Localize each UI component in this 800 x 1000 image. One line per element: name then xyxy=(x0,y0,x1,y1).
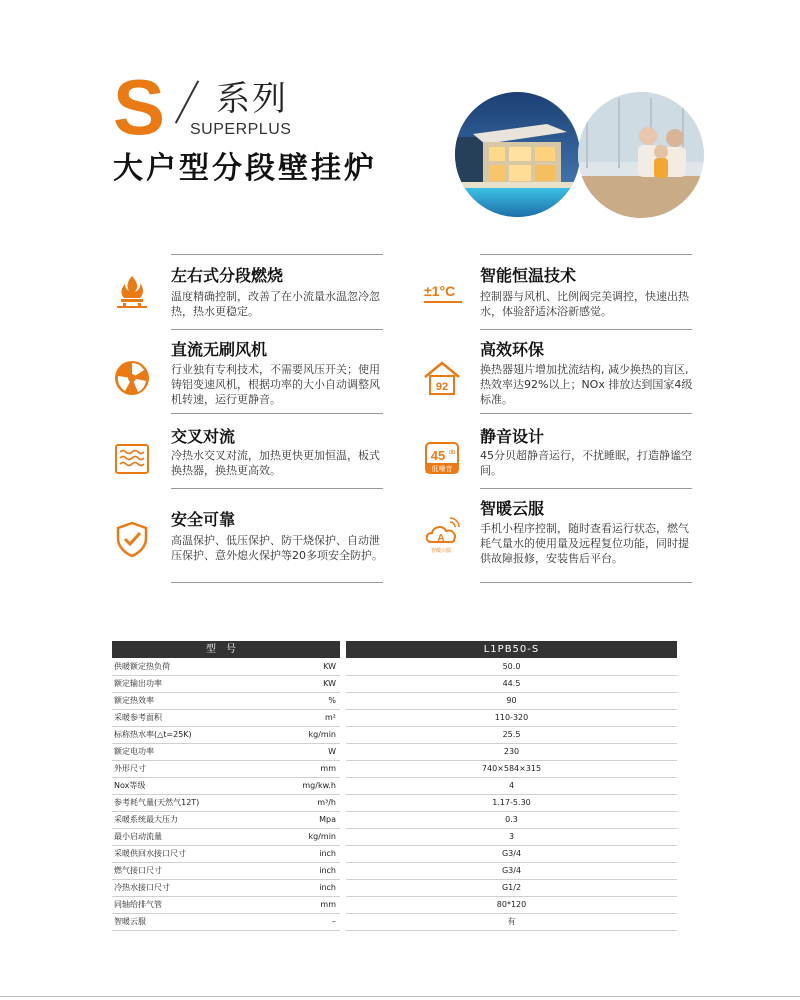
flame-burner-icon xyxy=(113,272,151,310)
eco-house-icon xyxy=(422,359,460,397)
feature-title: 交叉对流 xyxy=(171,427,236,446)
spec-value: G3/4 xyxy=(501,849,522,858)
spec-unit: % xyxy=(328,696,336,705)
table-row xyxy=(112,744,677,761)
spec-header-model: L1PB50-S xyxy=(346,641,677,658)
table-row xyxy=(112,693,677,710)
spec-unit: m² xyxy=(325,713,336,722)
spec-unit: inch xyxy=(319,866,336,875)
feature-desc: 换热器翅片增加扰流结构, 减少换热的盲区, 热效率达92%以上；NOx 排放达到国家4级标准。 xyxy=(480,363,693,406)
spec-unit: inch xyxy=(319,883,336,892)
svg-text:A: A xyxy=(437,533,445,544)
series-slash xyxy=(175,80,199,123)
feature-title: 智能恒温技术 xyxy=(480,266,577,285)
eco-badge-text: 92 xyxy=(435,381,449,393)
spec-value: 1.17-5.30 xyxy=(492,798,531,807)
table-row xyxy=(112,846,677,863)
spec-name: 智暖云服 xyxy=(114,917,146,926)
feature-desc: 温度精确控制，改善了在小流量水温忽冷忽热，热水更稳定。 xyxy=(171,290,380,318)
spec-unit: kg/min xyxy=(308,730,336,739)
spec-name: 供暖额定热负荷 xyxy=(114,662,170,671)
feature-desc: 冷热水交叉对流，加热更快更加恒温，板式换热器，换热更高效。 xyxy=(171,449,380,477)
spec-value: 3 xyxy=(508,832,515,841)
feature-desc: 行业独有专利技术，不需要风压开关；使用铸铝变速风机，根据功率的大小自动调整风机转速，运行更静音。 xyxy=(171,363,380,406)
table-row xyxy=(112,727,677,744)
spec-unit: KW xyxy=(323,662,336,671)
divider xyxy=(171,582,383,583)
spec-name: 额定电功率 xyxy=(114,747,154,756)
fan-icon xyxy=(113,359,151,397)
spec-value: 44.5 xyxy=(502,679,521,688)
spec-value: G3/4 xyxy=(501,866,522,875)
feature-desc: 控制器与风机、比例阀完美调控，快速出热水，体验舒适沐浴新感觉。 xyxy=(480,290,689,318)
table-row xyxy=(112,897,677,914)
series-letter: S xyxy=(113,63,166,151)
feature-title: 直流无刷风机 xyxy=(171,340,268,359)
spec-unit: m³/h xyxy=(317,798,336,807)
spec-name: 采暖供回水接口尺寸 xyxy=(114,849,186,858)
spec-value: G1/2 xyxy=(501,883,522,892)
table-row xyxy=(112,914,677,931)
feature-desc: 手机小程序控制，随时查看运行状态，燃气耗气量水的使用量及远程复位功能，同时提供故障报修，安装售后平台。 xyxy=(480,522,689,565)
shield-check-icon xyxy=(113,520,151,558)
table-row xyxy=(112,795,677,812)
feature-desc: 45分贝超静音运行，不扰睡眠，打造静谧空间。 xyxy=(480,449,692,477)
quiet-45db-icon xyxy=(422,439,460,477)
row-divider xyxy=(112,930,340,931)
villa-pool-photo xyxy=(455,92,580,217)
spec-unit: Mpa xyxy=(319,815,336,824)
feature-title: 安全可靠 xyxy=(171,510,236,529)
spec-unit: kg/min xyxy=(308,832,336,841)
page-bottom-rule xyxy=(0,996,800,997)
quiet-badge-number: 45 xyxy=(430,448,446,463)
spec-value: 90 xyxy=(506,696,517,705)
table-row xyxy=(112,829,677,846)
spec-value: 25.5 xyxy=(502,730,521,739)
feature-desc: 高温保护、低压保护、防干烧保护、自动泄压保护、意外熄火保护等20多项安全防护。 xyxy=(171,534,383,562)
spec-value: 80*120 xyxy=(496,900,527,909)
spec-unit: mg/kw.h xyxy=(302,781,336,790)
spec-unit: W xyxy=(328,747,336,756)
spec-unit: KW xyxy=(323,679,336,688)
page-title: 大户型分段壁挂炉 xyxy=(113,151,377,186)
spec-name: 额定热效率 xyxy=(114,696,154,705)
spec-name: 冷热水接口尺寸 xyxy=(114,883,170,892)
series-subtitle: SUPERPLUS xyxy=(190,121,292,138)
spec-name: 外形尺寸 xyxy=(114,764,146,773)
spec-unit: mm xyxy=(320,764,336,773)
series-label: 系列 xyxy=(216,79,288,119)
spec-name: 额定输出功率 xyxy=(114,679,162,688)
table-row xyxy=(112,880,677,897)
thermostat-badge-text: ±1°C xyxy=(424,283,456,299)
family-photo xyxy=(578,92,704,218)
spec-value: 4 xyxy=(508,781,515,790)
spec-name: 参考耗气量(天然气12T) xyxy=(114,798,200,807)
heat-exchange-icon xyxy=(113,441,151,479)
cloud-service-icon xyxy=(422,516,460,554)
spec-unit: – xyxy=(332,917,336,926)
spec-name: 采暖系统最大压力 xyxy=(114,815,178,824)
table-row xyxy=(112,778,677,795)
spec-name: 同轴给排气管 xyxy=(114,900,162,909)
spec-name: 燃气接口尺寸 xyxy=(114,866,162,875)
quiet-badge-caption: 低噪音 xyxy=(431,465,453,473)
table-row xyxy=(112,710,677,727)
table-row xyxy=(112,676,677,693)
spec-name: 标称热水率(△t=25K) xyxy=(114,730,192,739)
table-row xyxy=(112,863,677,880)
cloud-badge-caption: 智暖云服 xyxy=(430,548,452,554)
spec-unit: inch xyxy=(319,849,336,858)
spec-value: 110-320 xyxy=(494,713,529,722)
spec-value: 740×584×315 xyxy=(481,764,542,773)
thermostat-icon xyxy=(422,274,466,312)
feature-title: 左右式分段燃烧 xyxy=(171,266,284,285)
divider xyxy=(480,582,692,583)
spec-name: 最小启动流量 xyxy=(114,832,162,841)
table-row xyxy=(112,812,677,829)
table-row xyxy=(112,761,677,778)
table-row xyxy=(112,659,677,676)
row-divider xyxy=(346,930,677,931)
spec-value: 50.0 xyxy=(502,662,521,671)
spec-header-label: 型号 xyxy=(112,641,340,658)
feature-title: 智暖云服 xyxy=(480,499,545,518)
spec-name: Nox等级 xyxy=(114,781,146,790)
spec-value: 有 xyxy=(507,917,516,926)
quiet-badge-unit: db xyxy=(448,450,456,456)
spec-value: 0.3 xyxy=(505,815,518,824)
feature-title: 高效环保 xyxy=(480,340,545,359)
spec-unit: mm xyxy=(320,900,336,909)
feature-title: 静音设计 xyxy=(480,427,545,446)
spec-value: 230 xyxy=(503,747,520,756)
spec-name: 采暖参考面积 xyxy=(114,713,162,722)
